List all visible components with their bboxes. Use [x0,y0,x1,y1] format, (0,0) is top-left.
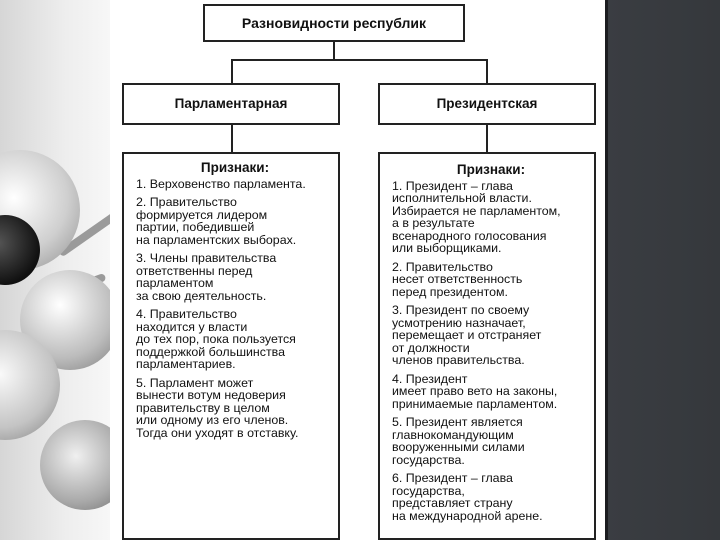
feature-line: или выборщиками. [392,241,502,255]
features-heading: Признаки: [200,160,270,175]
feature-line: всенародного голосования [392,228,547,243]
feature-line: 2. Правительство [392,259,493,274]
feature-line: Тогда они уходят в отставку. [136,425,299,440]
feature-line: 4. Правительство [136,307,237,321]
feature-item [136,178,334,191]
feature-line: имеет право вето на законы, [392,384,558,398]
feature-line: а в результате [392,216,475,230]
feature-line: 3. Президент по своему [392,303,530,317]
feature-line: ответственны перед [136,263,253,278]
feature-line: членов правительства. [392,353,525,367]
presidential-republic-box: Президентская [378,83,596,125]
feature-line: 1. Президент – глава [392,178,513,193]
diagram-title: Разновидности республик [203,4,465,42]
feature-line: формируется лидером [136,207,268,222]
feature-line: 1. Верховенство парламента. [136,176,306,191]
feature-item [392,261,590,299]
feature-item [392,304,590,367]
connector-line [231,125,233,152]
feature-item [136,196,334,246]
feature-line: на международной арене. [392,508,543,523]
feature-item [392,373,590,411]
feature-line: перемещает и отстраняет [392,328,542,342]
feature-line: 5. Президент является [392,415,523,429]
feature-line: принимаемые парламентом. [392,396,558,411]
side-panel [605,0,720,540]
feature-line: от должности [392,340,470,355]
feature-line: государства. [392,452,465,467]
feature-item [136,308,334,371]
feature-line: Избирается не парламентом, [392,203,561,218]
feature-line: перед президентом. [392,284,508,299]
feature-line: главнокомандующим [392,427,514,442]
feature-line: несет ответственность [392,272,523,286]
connector-line [333,42,335,60]
feature-line: 3. Члены правительства [136,251,277,265]
panel-divider [605,0,608,540]
connector-line [486,125,488,152]
connector-line [231,59,233,83]
presidential-features [378,152,596,540]
connector-line [231,59,488,61]
feature-line: государства, [392,483,465,498]
feature-line: 6. Президент – глава [392,471,513,485]
feature-line: парламентариев. [136,357,236,371]
feature-line: или одному из его членов. [136,413,289,427]
feature-line: партии, победившей [136,220,255,234]
feature-item [136,252,334,302]
feature-line: усмотрению назначает, [392,315,526,330]
feature-line: 5. Парламент может [136,375,254,390]
feature-line: парламентом [136,276,214,290]
feature-line: вынести вотум недоверия [136,388,286,402]
feature-line: 2. Правительство [136,195,237,209]
feature-line: 4. Президент [392,371,468,386]
feature-line: до тех пор, пока пользуется [136,332,296,346]
feature-item [392,416,590,466]
feature-line: на парламентских выборах. [136,232,297,247]
feature-line: правительству в целом [136,400,270,415]
feature-item [392,180,590,255]
parliamentary-features [122,152,340,540]
parliamentary-republic-box: Парламентарная [122,83,340,125]
background-photo [0,0,110,540]
feature-line: представляет страну [392,496,513,510]
connector-line [486,59,488,83]
feature-line: находится у власти [136,319,248,334]
feature-line: вооруженными силами [392,440,525,454]
feature-line: поддержкой большинства [136,344,285,359]
molecule-ball [40,420,110,510]
features-heading: Признаки: [456,162,526,177]
feature-line: за свою деятельность. [136,288,267,303]
feature-item [136,377,334,440]
feature-line: исполнительной власти. [392,191,532,205]
feature-item [392,472,590,522]
